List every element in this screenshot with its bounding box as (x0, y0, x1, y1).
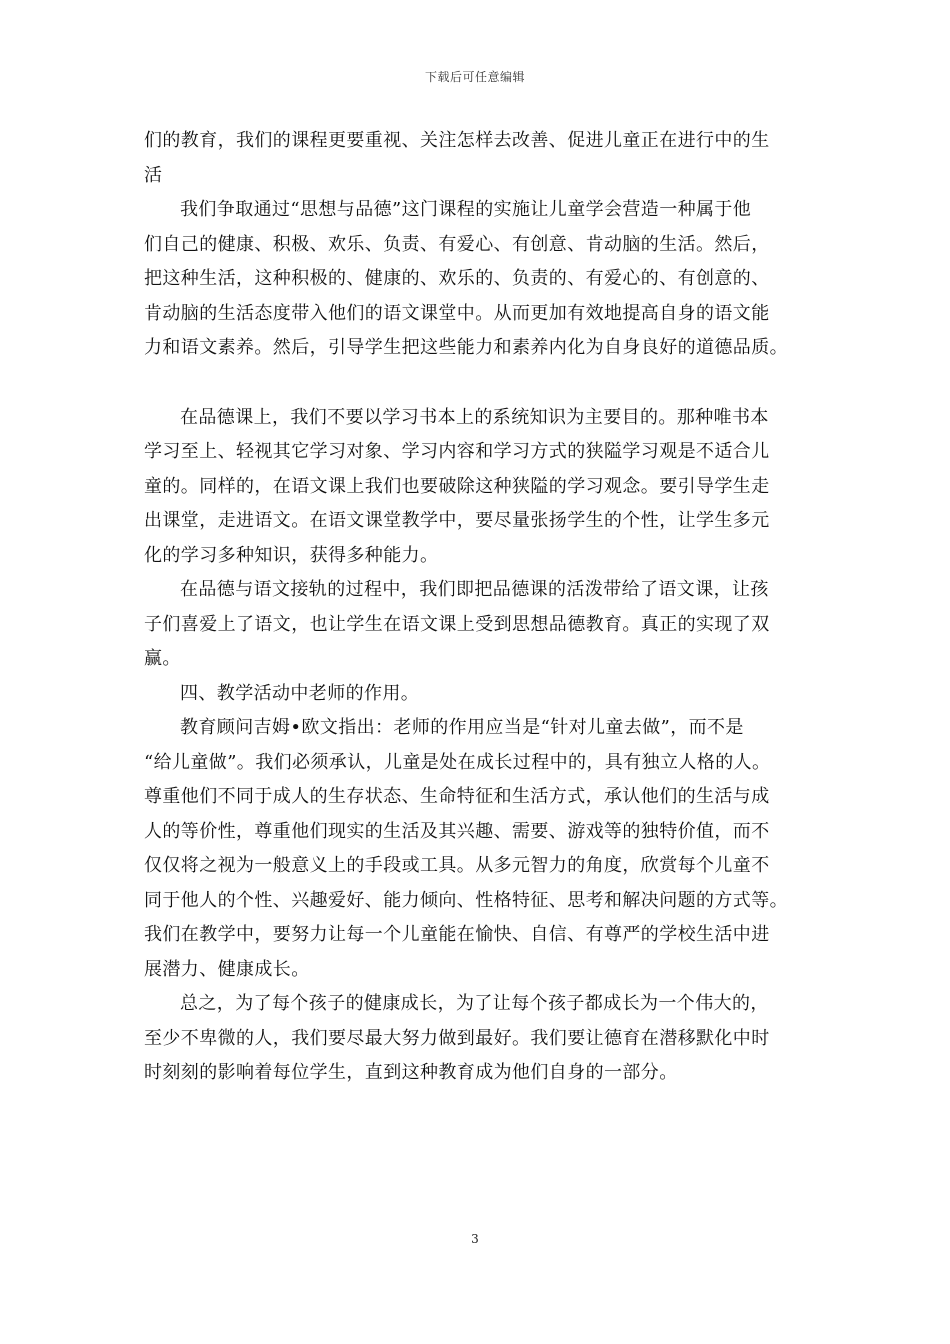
page-header: 下载后可任意编辑 (424, 70, 525, 84)
text-line: 仅仅将之视为一般意义上的手段或工具。从多元智力的角度，欣赏每个儿童不 (144, 855, 770, 876)
text-line: 展潜力、健康成长。 (144, 958, 310, 980)
text-line: 人的等价性，尊重他们现实的生活及其兴趣、需要、游戏等的独特价值，而不 (144, 820, 770, 842)
paragraph-integration (144, 573, 820, 677)
text-line: 出课堂，走进语文。在语文课堂教学中，要尽量张扬学生的个性，让学生多元 (144, 510, 770, 531)
text-line: 在品德与语文接轨的过程中，我们即把品德课的活泼带给了语文课，让孩 (180, 579, 769, 600)
text-line: 童的。同样的，在语文课上我们也要破除这种狭隘的学习观念。要引导学生走 (144, 475, 770, 497)
text-line: 们自己的健康、积极、欢乐、负责、有爱心、有创意、肯动脑的生活。然后， (144, 233, 770, 255)
paragraph-moral-class (144, 401, 820, 574)
text-line: 把这种生活，这种积极的、健康的、欢乐的、负责的、有爱心的、有创意的、 (144, 268, 770, 289)
text-line: 至少不卑微的人，我们要尽最大努力做到最好。我们要让德育在潜移默化中时 (144, 1027, 770, 1049)
text-line: 我们争取通过“思想与品德”这门课程的实施让儿童学会营造一种属于他 (180, 199, 752, 220)
text-line: 同于他人的个性、兴趣爱好、能力倾向、性格特征、思考和解决问题的方式等。 (144, 889, 788, 911)
page-number: 3 (471, 1232, 479, 1246)
text-line: 时刻刻的影响着每位学生，直到这种教育成为他们自身的一部分。 (144, 1062, 678, 1083)
paragraph-conclusion (144, 987, 820, 1091)
text-line: 化的学习多种知识，获得多种能力。 (144, 544, 439, 566)
text-line: 活 (144, 164, 163, 186)
text-line: 教育顾问吉姆•欧文指出：老师的作用应当是“针对儿童去做”，而不是 (180, 717, 744, 738)
text-line: 们的教育，我们的课程更要重视、关注怎样去改善、促进儿童正在进行中的生 (144, 130, 770, 151)
paragraph-teacher-role (144, 711, 820, 987)
text-line: 力和语文素养。然后，引导学生把这些能力和素养内化为自身良好的道德品质。 (144, 337, 788, 358)
text-line: 子们喜爱上了语文，也让学生在语文课上受到思想品德教育。真正的实现了双 (144, 613, 770, 635)
text-line: 肯动脑的生活态度带入他们的语文课堂中。从而更加有效地提高自身的语文能 (144, 302, 770, 324)
section-heading (144, 677, 820, 712)
text-line: 在品德课上，我们不要以学习书本上的系统知识为主要目的。那种唯书本 (180, 406, 769, 428)
paragraph-continuation (144, 124, 820, 193)
text-line: 尊重他们不同于成人的生存状态、生命特征和生活方式，承认他们的生活与成 (144, 786, 770, 807)
text-line: 学习至上、轻视其它学习对象、学习内容和学习方式的狭隘学习观是不适合儿 (144, 441, 770, 462)
paragraph-course-goals (144, 193, 820, 366)
text-line: 四、教学活动中老师的作用。 (180, 682, 420, 704)
document-body (144, 124, 820, 1091)
text-line: 总之，为了每个孩子的健康成长，为了让每个孩子都成长为一个伟大的， (180, 993, 769, 1014)
text-line: “给儿童做”。我们必须承认，儿童是处在成长过程中的，具有独立人格的人。 (144, 751, 771, 773)
text-line: 我们在教学中，要努力让每一个儿童能在愉快、自信、有尊严的学校生活中进 (144, 924, 770, 945)
text-line: 赢。 (144, 648, 181, 669)
